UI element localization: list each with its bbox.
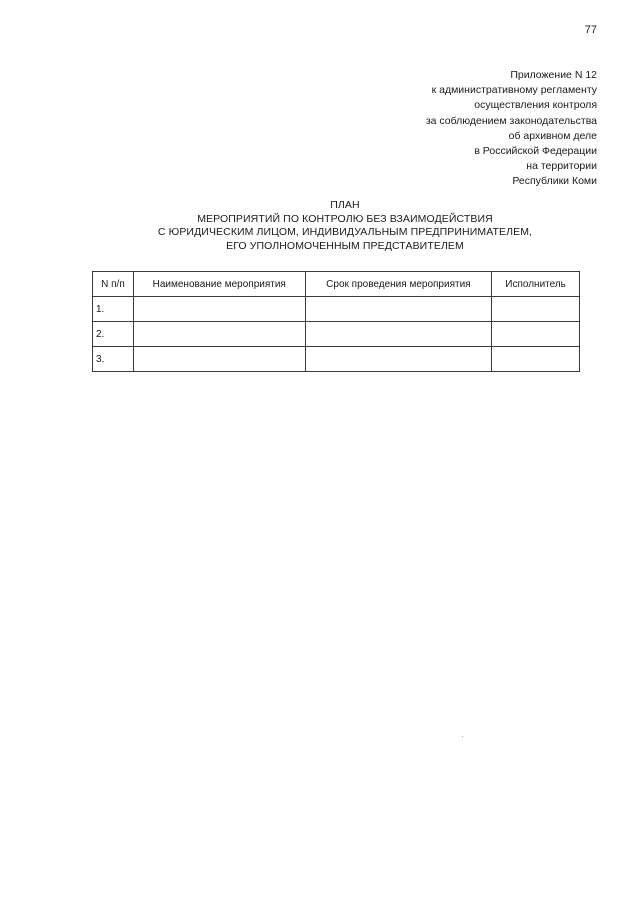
header-number: N п/п — [93, 272, 134, 297]
appendix-note — [426, 68, 597, 190]
appendix-line: об архивном деле — [508, 129, 597, 142]
title-line: МЕРОПРИЯТИЙ ПО КОНТРОЛЮ БЕЗ ВЗАИМОДЕЙСТВИЯ — [197, 212, 493, 225]
scan-speck — [462, 736, 463, 737]
table-row — [93, 297, 580, 322]
deadline-cell — [305, 347, 492, 372]
deadline-cell — [305, 322, 492, 347]
title-line: С ЮРИДИЧЕСКИМ ЛИЦОМ, ИНДИВИДУАЛЬНЫМ ПРЕДПРИНИМАТЕЛЕМ, — [157, 226, 533, 238]
document-title — [0, 199, 640, 253]
header-deadline: Срок проведения мероприятия — [305, 272, 492, 297]
appendix-line: Приложение N 12 — [510, 69, 597, 81]
title-line: ЕГО УПОЛНОМОЧЕННЫМ ПРЕДСТАВИТЕЛЕМ — [226, 239, 464, 252]
deadline-cell — [305, 297, 492, 322]
executor-cell — [492, 347, 580, 372]
header-activity-name: Наименование мероприятия — [133, 272, 305, 297]
row-number: 3. — [93, 347, 134, 372]
header-executor: Исполнитель — [492, 272, 580, 297]
appendix-line: за соблюдением законодательства — [425, 114, 597, 127]
appendix-line: осуществления контроля — [474, 99, 597, 112]
executor-cell — [492, 322, 580, 347]
table-row — [93, 322, 580, 347]
activity-name-cell — [133, 297, 305, 322]
appendix-line: в Российской Федерации — [474, 145, 597, 158]
appendix-line: Республики Коми — [512, 175, 597, 188]
appendix-line: на территории — [526, 160, 597, 173]
appendix-line: к административному регламенту — [431, 84, 597, 97]
row-number: 1. — [93, 297, 134, 322]
page-number: 77 — [584, 24, 597, 36]
table-header-row — [93, 272, 580, 297]
executor-cell — [492, 297, 580, 322]
title-line: ПЛАН — [330, 199, 360, 211]
activity-name-cell — [133, 347, 305, 372]
table-row — [93, 347, 580, 372]
activity-name-cell — [133, 322, 305, 347]
plan-table — [92, 271, 580, 372]
row-number: 2. — [93, 322, 134, 347]
